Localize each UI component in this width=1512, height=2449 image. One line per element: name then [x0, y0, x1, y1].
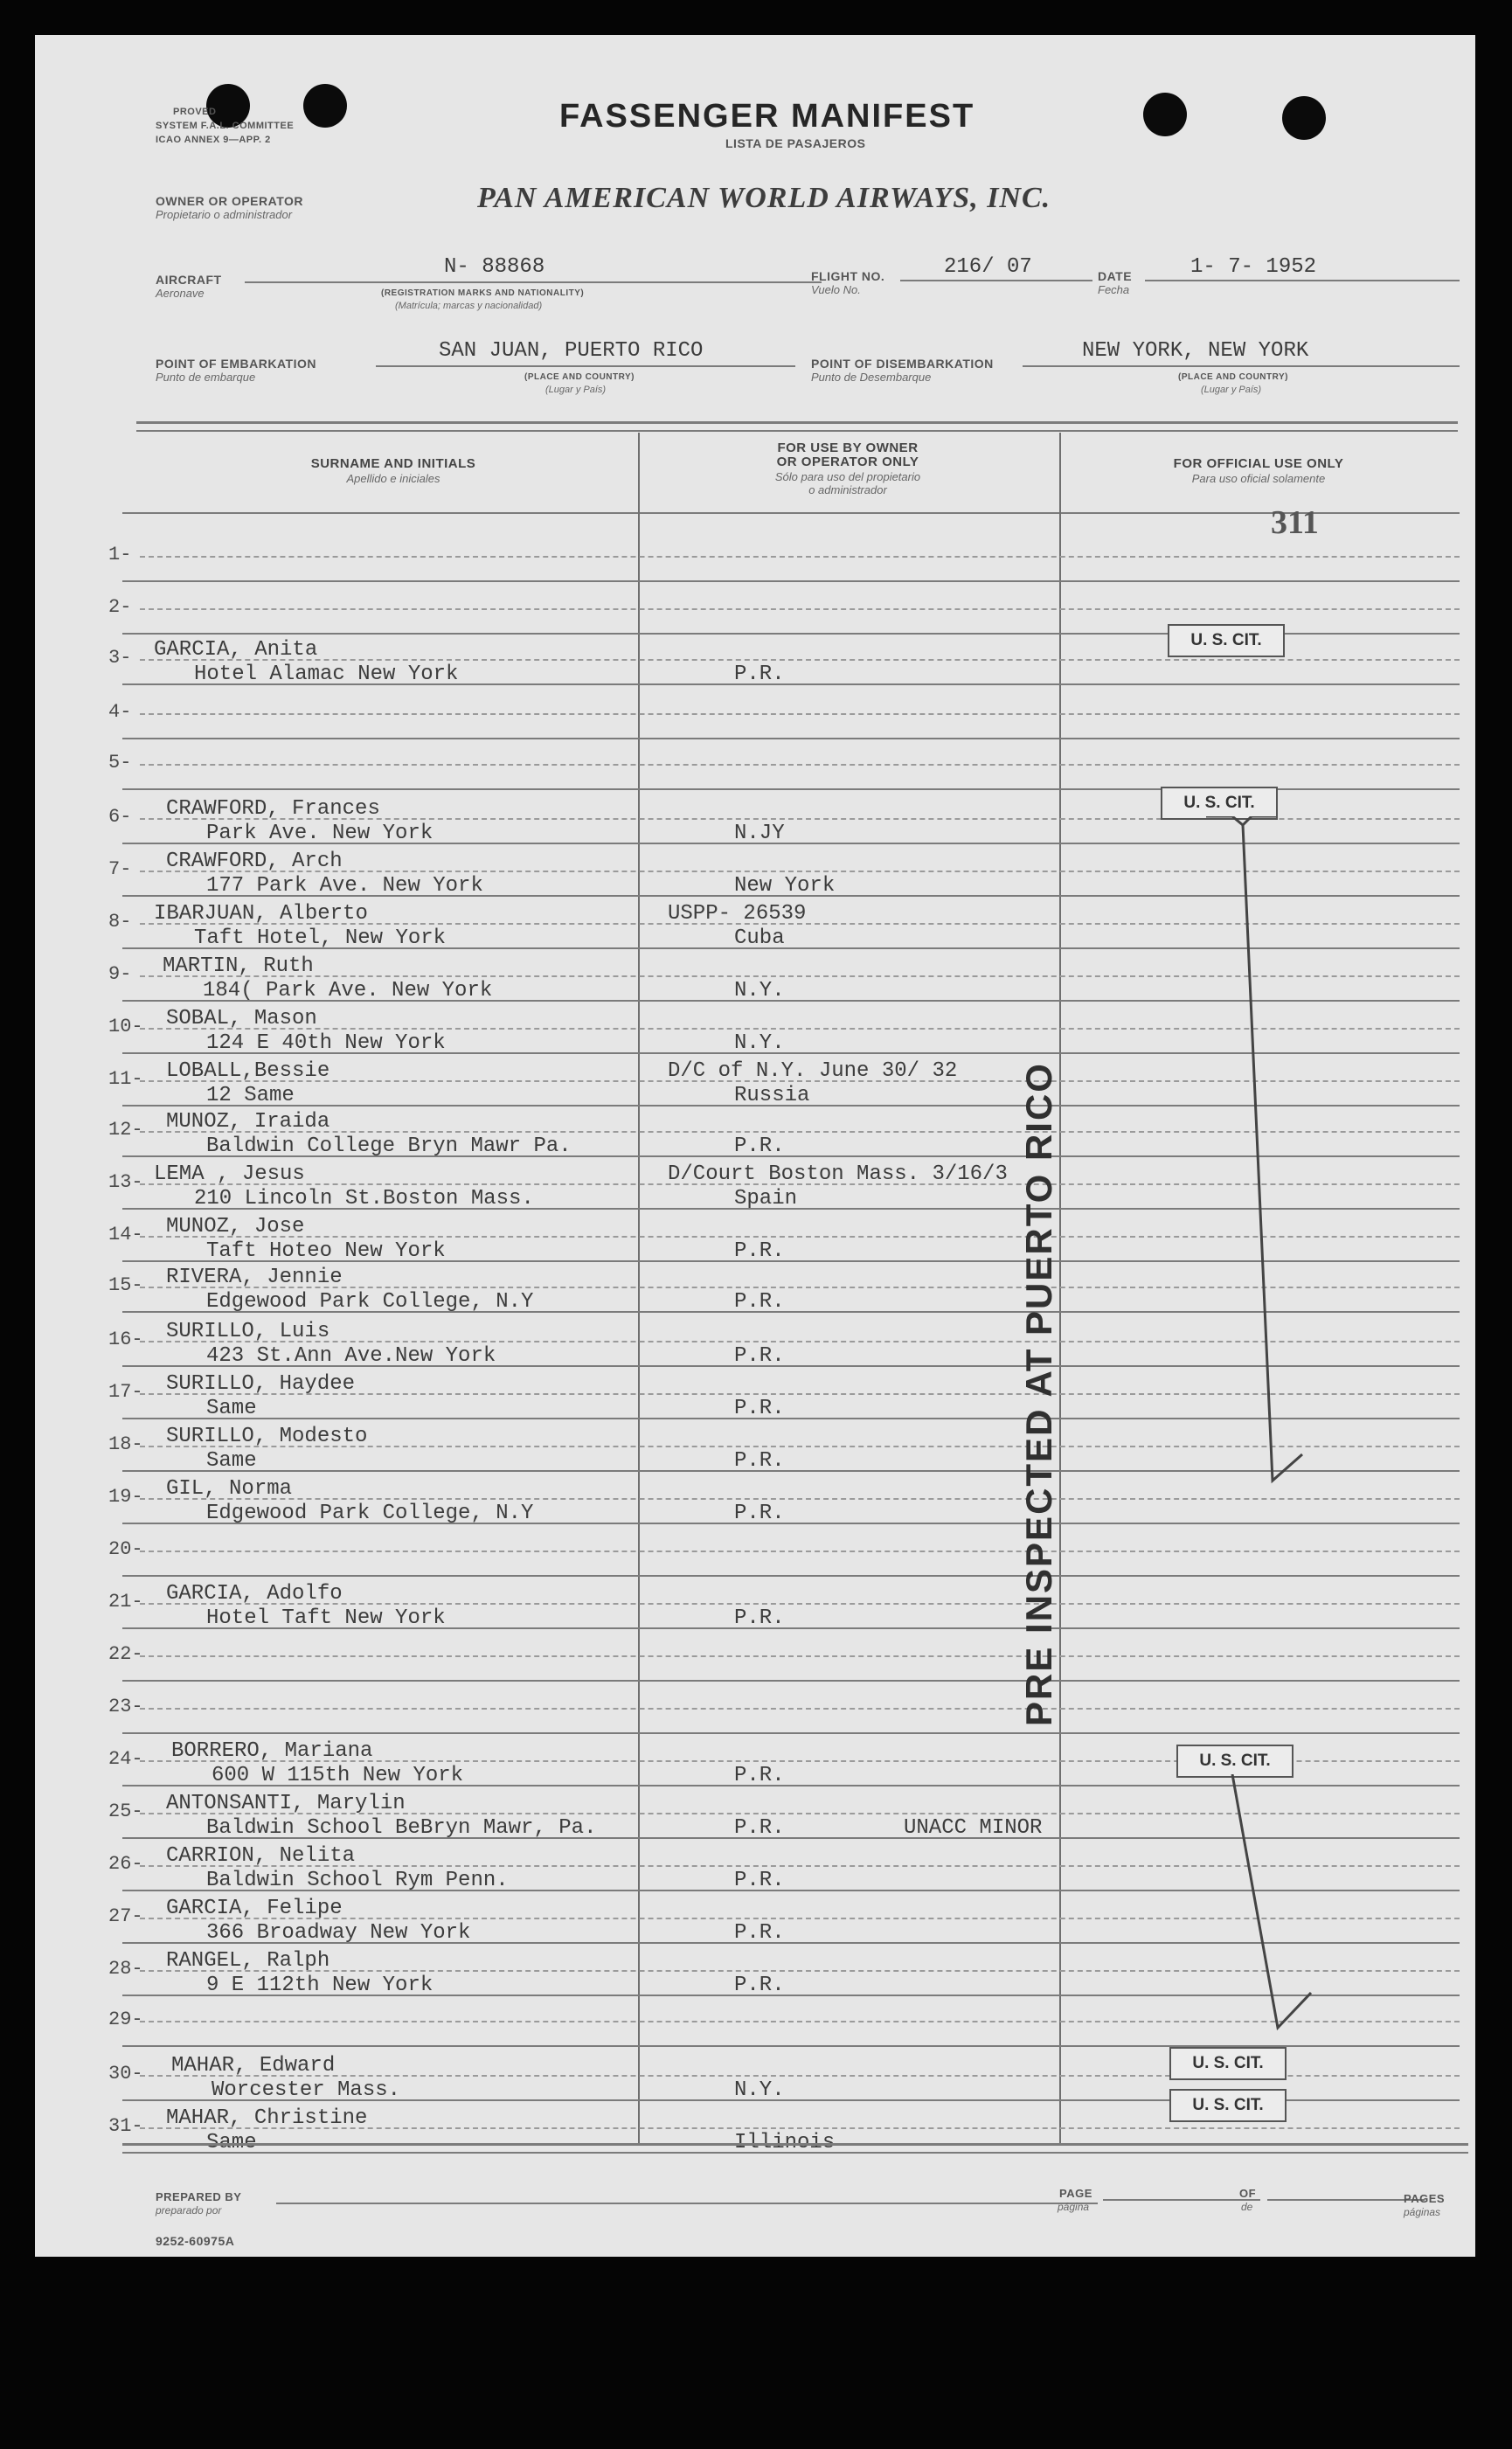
row-number: 12-	[108, 1119, 143, 1141]
passenger-address: 12 Same	[206, 1084, 295, 1107]
owner-use-note: USPP- 26539	[668, 902, 807, 926]
owner-use-note: D/Court Boston Mass. 3/16/3	[668, 1162, 1008, 1186]
passenger-name: GARCIA, Anita	[154, 638, 318, 662]
owner-use-value: New York	[734, 874, 836, 898]
date-label-es: Fecha	[1098, 283, 1130, 296]
passenger-address: Hotel Alamac New York	[194, 663, 459, 686]
passenger-name: MAHAR, Edward	[171, 2054, 336, 2078]
punch-hole	[303, 84, 347, 128]
embarkation-label-es: Punto de embarque	[156, 371, 256, 384]
row-rule	[140, 659, 1460, 661]
owner-use-value: P.R.	[734, 1606, 785, 1630]
rule	[900, 280, 1092, 281]
prepared-by-label: PREPARED BY	[156, 2190, 242, 2203]
owner-use-value: P.R.	[734, 1816, 785, 1840]
approved-line: SYSTEM F.A.L. COMMITTEE	[156, 121, 295, 131]
passenger-address: 423 St.Ann Ave.New York	[206, 1344, 496, 1368]
page-label: PAGE	[1059, 2187, 1092, 2200]
place-label: (PLACE AND COUNTRY)	[524, 372, 635, 382]
row-number: 20-	[108, 1538, 143, 1560]
row-rule	[122, 738, 1460, 739]
passenger-address: Edgewood Park College, N.Y	[206, 1502, 534, 1525]
place-label: (PLACE AND COUNTRY)	[1178, 372, 1288, 382]
row-number: 19-	[108, 1486, 143, 1508]
passenger-address: Same	[206, 1449, 257, 1473]
owner-use-value: P.R.	[734, 1134, 785, 1158]
aircraft-label-es: Aeronave	[156, 287, 205, 300]
passenger-address: 184( Park Ave. New York	[203, 979, 493, 1002]
check-mark	[1224, 1774, 1328, 2036]
passenger-name: SURILLO, Haydee	[166, 1372, 356, 1396]
row-number: 23-	[108, 1696, 143, 1717]
header-bottom-rule	[122, 512, 1460, 514]
of-label-es: de	[1241, 2201, 1253, 2213]
column-header-official: FOR OFFICIAL USE ONLY	[1173, 456, 1344, 471]
owner-use-value: P.R.	[734, 1869, 785, 1892]
passenger-address: 210 Lincoln St.Boston Mass.	[194, 1187, 534, 1211]
rule	[276, 2203, 1098, 2204]
form-number: 9252-60975A	[156, 2234, 235, 2248]
rule	[376, 365, 795, 367]
passenger-name: CRAWFORD, Arch	[166, 850, 343, 873]
row-number: 15-	[108, 1274, 143, 1296]
owner-use-value: N.Y.	[734, 1031, 785, 1055]
passenger-address: Hotel Taft New York	[206, 1606, 446, 1630]
owner-use-value: Cuba	[734, 926, 785, 950]
row-number: 4-	[108, 701, 132, 723]
flight-label: FLIGHT NO.	[811, 269, 885, 283]
official-number: 311	[1271, 504, 1319, 541]
passenger-address: 366 Broadway New York	[206, 1921, 471, 1945]
rule	[1267, 2199, 1425, 2201]
row-number: 9-	[108, 963, 132, 985]
owner-use-value: Spain	[734, 1187, 798, 1211]
row-rule	[122, 580, 1460, 582]
row-rule	[140, 764, 1460, 766]
row-number: 5-	[108, 752, 132, 774]
column-header-official-es: Para uso oficial solamente	[1191, 472, 1326, 485]
unaccompanied-minor-note: UNACC MINOR	[904, 1816, 1043, 1840]
prepared-by-label-es: preparado por	[156, 2204, 222, 2217]
passenger-name: ANTONSANTI, Marylin	[166, 1792, 406, 1815]
row-number: 2-	[108, 596, 132, 618]
row-rule	[140, 608, 1460, 610]
column-header-surname: SURNAME AND INITIALS	[310, 456, 476, 471]
owner-label: OWNER OR OPERATOR	[156, 194, 303, 208]
row-rule	[140, 1551, 1460, 1552]
owner-use-value: Russia	[734, 1084, 810, 1107]
passenger-name: SOBAL, Mason	[166, 1007, 317, 1030]
owner-use-value: Illinois	[734, 2131, 836, 2154]
pages-label-es: páginas	[1404, 2206, 1441, 2218]
owner-use-value: P.R.	[734, 1239, 785, 1263]
passenger-address: 177 Park Ave. New York	[206, 874, 483, 898]
row-number: 17-	[108, 1381, 143, 1403]
row-rule	[122, 1680, 1460, 1682]
row-number: 25-	[108, 1800, 143, 1822]
column-header-owner-es: Sólo para uso del propietario	[774, 470, 921, 483]
column-header-owner: FOR USE BY OWNER	[777, 441, 919, 455]
row-number: 27-	[108, 1905, 143, 1927]
owner-use-value: P.R.	[734, 1921, 785, 1945]
table-bottom-rule	[122, 2143, 1468, 2146]
passenger-name: MAHAR, Christine	[166, 2106, 368, 2130]
passenger-name: LEMA , Jesus	[154, 1162, 305, 1186]
row-number: 28-	[108, 1958, 143, 1980]
registration-label-es: (Matrícula; marcas y nacionalidad)	[395, 301, 543, 311]
row-rule	[122, 1732, 1460, 1734]
embarkation-point: SAN JUAN, PUERTO RICO	[439, 339, 704, 363]
owner-use-value: P.R.	[734, 1290, 785, 1314]
flight-date: 1- 7- 1952	[1190, 255, 1317, 279]
place-label-es: (Lugar y País)	[545, 385, 607, 395]
row-rule	[140, 556, 1460, 558]
row-number: 21-	[108, 1591, 143, 1613]
disembarkation-label: POINT OF DISEMBARKATION	[811, 357, 994, 371]
column-header-owner: OR OPERATOR ONLY	[776, 454, 919, 469]
table-bottom-rule	[122, 2152, 1468, 2154]
column-header-surname-es: Apellido e iniciales	[346, 472, 440, 485]
approved-line: ICAO ANNEX 9—APP. 2	[156, 135, 271, 145]
owner-use-value: N.Y.	[734, 979, 785, 1002]
passenger-name: GARCIA, Adolfo	[166, 1582, 343, 1606]
owner-use-value: P.R.	[734, 663, 785, 686]
row-number: 26-	[108, 1853, 143, 1875]
row-number: 6-	[108, 806, 132, 828]
owner-use-value: N.Y.	[734, 2078, 785, 2102]
passenger-address: Taft Hotel, New York	[194, 926, 447, 950]
us-citizen-stamp: U. S. CIT.	[1169, 2047, 1287, 2080]
owner-use-value: P.R.	[734, 1764, 785, 1787]
punch-hole	[1282, 96, 1326, 140]
passenger-name: CRAWFORD, Frances	[166, 797, 380, 821]
aircraft-label: AIRCRAFT	[156, 273, 222, 287]
passenger-address: Baldwin School BeBryn Mawr, Pa.	[206, 1816, 597, 1840]
row-number: 7-	[108, 858, 132, 880]
row-number: 13-	[108, 1171, 143, 1193]
owner-use-value: P.R.	[734, 1974, 785, 1997]
row-rule	[140, 713, 1460, 715]
passenger-address: Baldwin College Bryn Mawr Pa.	[206, 1134, 572, 1158]
operator-name: PAN AMERICAN WORLD AIRWAYS, INC.	[477, 182, 1051, 214]
place-label-es: (Lugar y País)	[1201, 385, 1262, 395]
embarkation-label: POINT OF EMBARKATION	[156, 357, 316, 371]
passenger-address: Same	[206, 2131, 257, 2154]
rule	[1023, 365, 1460, 367]
pre-inspected-stamp: PRE INSPECTED AT PUERTO RICO	[1018, 1062, 1059, 1726]
form-title: FASSENGER MANIFEST	[559, 98, 975, 135]
manifest-page	[35, 35, 1475, 2257]
passenger-address: 9 E 112th New York	[206, 1974, 433, 1997]
passenger-name: RIVERA, Jennie	[166, 1266, 343, 1289]
row-rule	[122, 1575, 1460, 1577]
disembarkation-point: NEW YORK, NEW YORK	[1082, 339, 1309, 363]
passenger-name: GARCIA, Felipe	[166, 1897, 343, 1920]
check-mark	[1206, 816, 1311, 1498]
row-number: 29-	[108, 2008, 143, 2030]
table-top-rule	[136, 430, 1458, 432]
row-number: 11-	[108, 1068, 143, 1090]
passenger-address: Park Ave. New York	[206, 822, 433, 845]
passenger-address: Taft Hoteo New York	[206, 1239, 446, 1263]
rule	[1145, 280, 1460, 281]
date-label: DATE	[1098, 269, 1133, 283]
registration-label: (REGISTRATION MARKS AND NATIONALITY)	[381, 288, 585, 298]
row-number: 16-	[108, 1329, 143, 1350]
disembarkation-label-es: Punto de Desembarque	[811, 371, 932, 384]
passenger-name: SURILLO, Modesto	[166, 1425, 368, 1448]
passenger-address: Baldwin School Rym Penn.	[206, 1869, 509, 1892]
punch-hole	[1143, 93, 1187, 136]
passenger-name: MUNOZ, Iraida	[166, 1110, 330, 1134]
rule	[245, 281, 822, 283]
form-subtitle: LISTA DE PASAJEROS	[725, 136, 866, 150]
row-number: 31-	[108, 2115, 143, 2137]
owner-use-value: P.R.	[734, 1502, 785, 1525]
row-number: 8-	[108, 911, 132, 933]
pages-label: PAGES	[1404, 2192, 1446, 2205]
row-number: 30-	[108, 2063, 143, 2085]
page-label-es: página	[1058, 2201, 1090, 2213]
owner-use-value: P.R.	[734, 1449, 785, 1473]
row-number: 10-	[108, 1016, 143, 1037]
owner-use-value: P.R.	[734, 1397, 785, 1420]
row-number: 22-	[108, 1643, 143, 1665]
passenger-address: 600 W 115th New York	[212, 1764, 464, 1787]
passenger-address: 124 E 40th New York	[206, 1031, 446, 1055]
us-citizen-stamp: U. S. CIT.	[1168, 624, 1285, 657]
passenger-name: SURILLO, Luis	[166, 1320, 330, 1343]
row-number: 18-	[108, 1433, 143, 1455]
us-citizen-stamp: U. S. CIT.	[1176, 1745, 1294, 1778]
aircraft-registration: N- 88868	[444, 255, 545, 279]
table-top-rule	[136, 421, 1458, 424]
row-rule	[140, 1498, 1460, 1500]
approved-line: PROVED	[173, 107, 217, 117]
passenger-name: MARTIN, Ruth	[163, 954, 314, 978]
passenger-name: RANGEL, Ralph	[166, 1949, 330, 1973]
passenger-address: Worcester Mass.	[212, 2078, 401, 2102]
passenger-name: GIL, Norma	[166, 1477, 293, 1501]
us-citizen-stamp: U. S. CIT.	[1169, 2089, 1287, 2122]
passenger-name: MUNOZ, Jose	[166, 1215, 305, 1238]
owner-label-es: Propietario o administrador	[156, 208, 293, 221]
owner-use-value: P.R.	[734, 1344, 785, 1368]
passenger-address: Edgewood Park College, N.Y	[206, 1290, 534, 1314]
of-label: OF	[1239, 2187, 1257, 2200]
row-number: 1-	[108, 544, 132, 565]
passenger-name: CARRION, Nelita	[166, 1844, 356, 1868]
owner-use-note: D/C of N.Y. June 30/ 32	[668, 1059, 958, 1083]
row-number: 3-	[108, 647, 132, 669]
row-rule	[140, 1708, 1460, 1710]
passenger-name: BORRERO, Mariana	[171, 1739, 373, 1763]
row-number: 24-	[108, 1748, 143, 1770]
owner-use-value: N.JY	[734, 822, 785, 845]
flight-number: 216/ 07	[944, 255, 1032, 279]
passenger-name: LOBALL,Bessie	[166, 1059, 330, 1083]
row-rule	[140, 1655, 1460, 1657]
column-header-owner-es: o administrador	[808, 483, 887, 496]
passenger-name: IBARJUAN, Alberto	[154, 902, 368, 926]
us-citizen-stamp: U. S. CIT.	[1161, 787, 1278, 820]
passenger-address: Same	[206, 1397, 257, 1420]
rule	[1103, 2199, 1260, 2201]
flight-label-es: Vuelo No.	[811, 283, 861, 296]
row-number: 14-	[108, 1224, 143, 1245]
